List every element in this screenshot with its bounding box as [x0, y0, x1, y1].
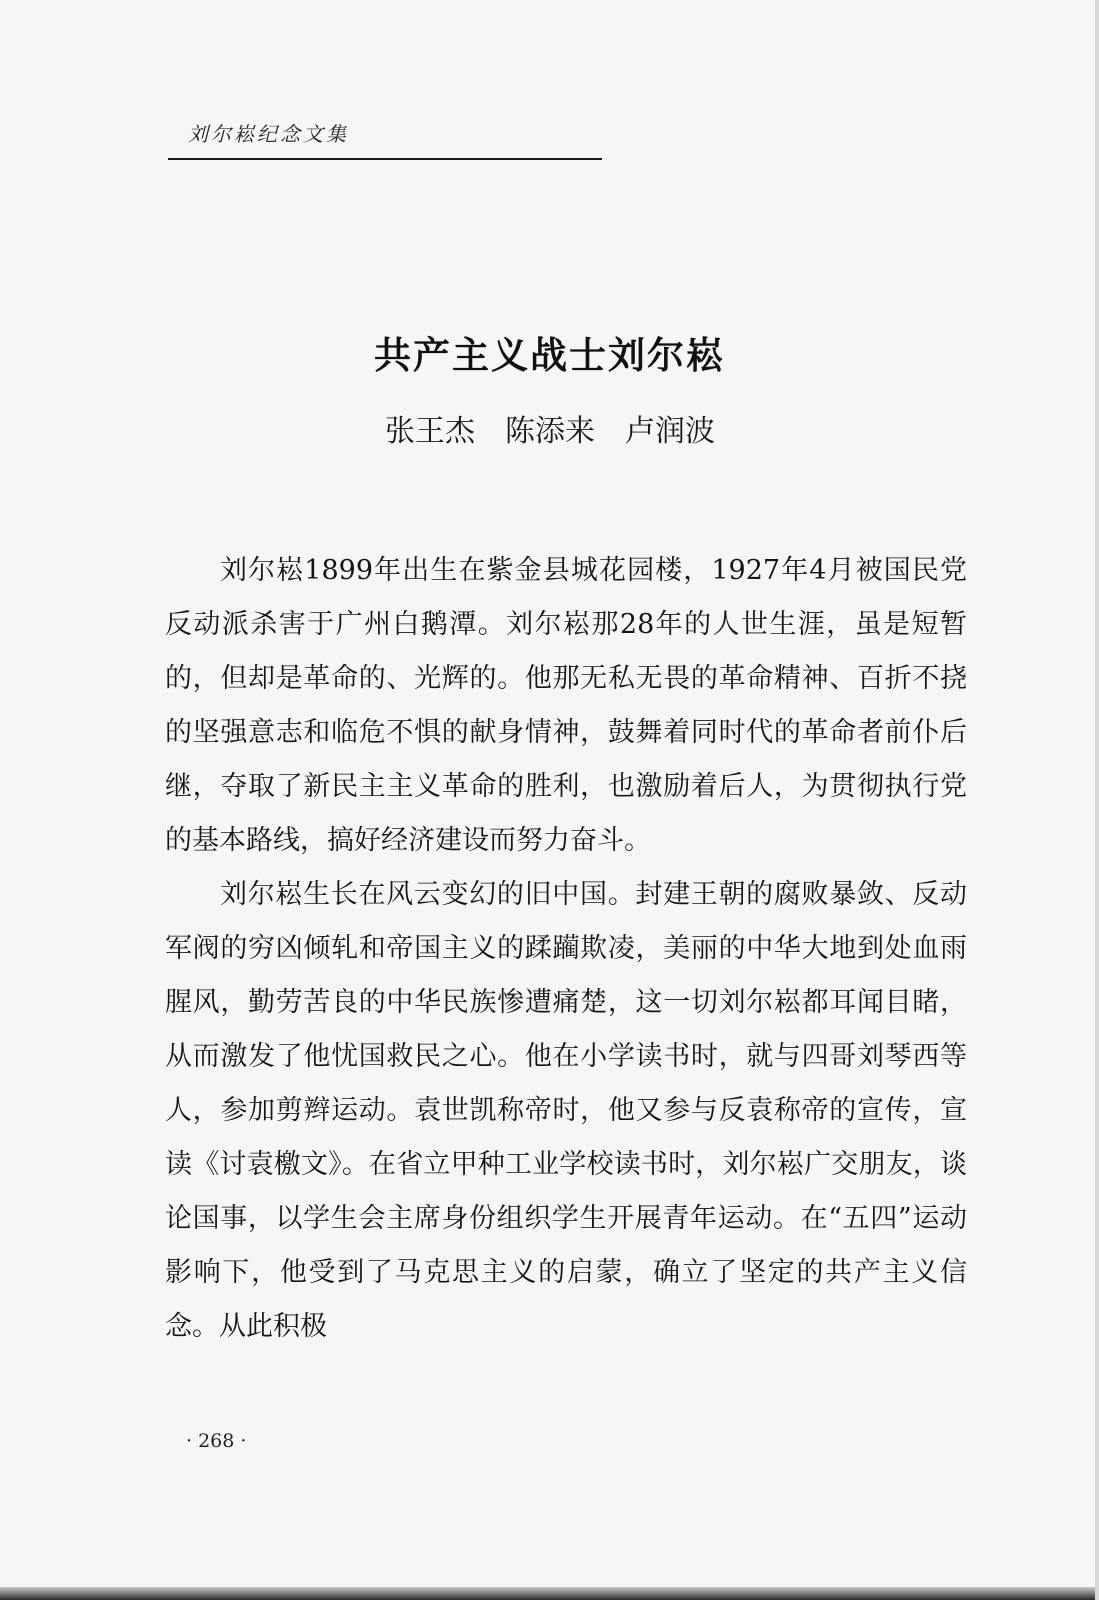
- body-paragraph: 刘尔崧生长在风云变幻的旧中国。封建王朝的腐败暴敛、反动军阀的穷凶倾轧和帝国主义的蹂躏欺凌，美丽的中华大地到处血雨腥风，勤劳苦良的中华民族惨遭痛楚，这一切刘尔崧都耳闻目睹，从而激发了他忧国救民之心。他在小学读书时，就与四哥刘琴西等人，参加剪辫运动。袁世凯称帝时，他又参与反袁称帝的宣传，宣读《讨袁檄文》。在省立甲种工业学校读书时，刘尔崧广交朋友，谈论国事，以学生会主席身份组织学生开展青年运动。在“五四”运动影响下，他受到了马克思主义的启蒙，确立了坚定的共产主义信念。从此积极: [165, 879, 967, 1342]
- header-rule: [168, 158, 602, 160]
- running-header: 刘尔崧纪念文集: [188, 122, 349, 146]
- body-paragraph: 刘尔崧1899年出生在紫金县城花园楼，1927年4月被国民党反动派杀害于广州白鹅潭。刘尔崧那28年的人世生涯，虽是短暂的，但却是革命的、光辉的。他那无私无畏的革命精神、百折不挠的坚强意志和临危不惧的献身情神，鼓舞着同时代的革命者前仆后继，夺取了新民主主义革命的胜利，也激励着后人，为贯彻执行党的基本路线，搞好经济建设而努力奋斗。: [165, 555, 967, 856]
- scan-right-edge: [1095, 0, 1099, 1600]
- scan-bottom-edge: [0, 1587, 1099, 1600]
- article-body: [165, 544, 967, 1354]
- article-authors: 张王杰 陈添来 卢润波: [385, 414, 715, 449]
- page-number: · 268 ·: [186, 1430, 247, 1452]
- article-title: 共产主义战士刘尔崧: [374, 334, 725, 377]
